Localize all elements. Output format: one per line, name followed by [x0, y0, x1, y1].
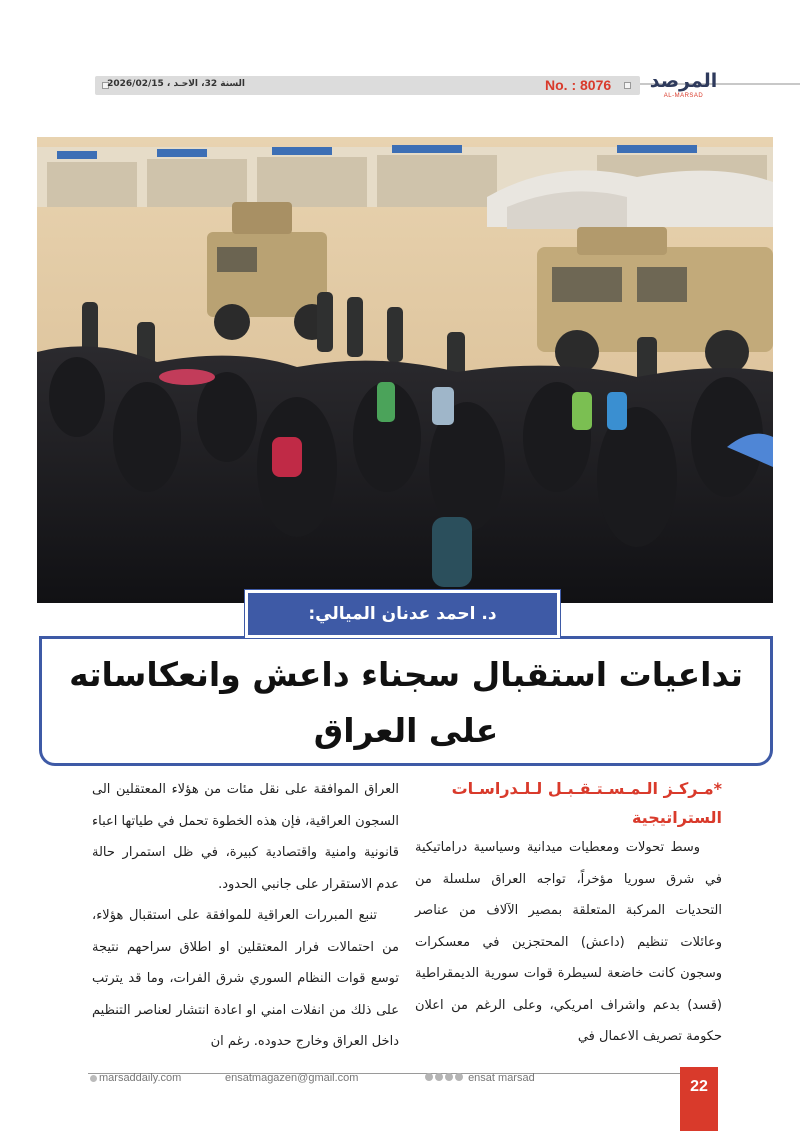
footer-email[interactable]: ensatmagazen@gmail.com: [225, 1072, 359, 1084]
article-photo: [37, 137, 773, 603]
body-paragraph: وسط تحولات ومعطيات ميدانية وسياسية دراماتيكية في شرق سوريا مؤخراً، تواجه العراق سلسلة من التحديات المركبة المتعلقة بمصير الآلاف من عناصر وعائلات تنظيم (داعش) المحتجزين في معسكرات وسجون كانت خاضعة لسيطرة قوات سورية الديمقراطية (قسد) بدعم واشراف امريكي، وعلى الرغم من اعلان حكومة تصريف الاعمال في: [415, 840, 722, 1044]
article-headline: تداعيات استقبال سجناء داعش وانعكاساته على العراق: [69, 655, 743, 750]
footer-social[interactable]: ensat marsad: [425, 1072, 535, 1086]
source-heading: *مـركـز الـمـسـتـقـبـل لـلـدراسـات الستراتيجية: [451, 779, 722, 827]
issue-date: السنة 32، الاحـد ، 2026/02/15: [107, 79, 245, 89]
logo-subtext: AL-MARSAD: [663, 93, 704, 99]
instagram-icon: [445, 1073, 453, 1081]
issue-number: No. : 8076: [545, 77, 612, 93]
facebook-icon: [425, 1073, 433, 1081]
author-byline: د. احمد عدنان الميالي:: [245, 590, 560, 638]
issue-marker-icon: [624, 82, 631, 89]
logo-text: المرصد: [649, 70, 718, 92]
body-paragraph: تنبع المبررات العراقية للموافقة على استقبال هؤلاء، من احتمالات فرار المعتقلين او اطلاق سراحهم نتيجة توسع قوات النظام السوري شرق الفرات، وما قد يترتب على ذلك من انفلات امني او اعادة انتشار لعناصر التنظيم داخل العراق وخارج حدوده. رغم ان: [92, 908, 399, 1049]
twitter-icon: [435, 1073, 443, 1081]
article-column-right: [415, 774, 722, 1053]
article-column-left: [92, 774, 399, 1058]
body-paragraph: العراق الموافقة على نقل مئات من هؤلاء المعتقلين الى السجون العراقية، فإن هذه الخطوة تحمل في طياتها اعباء قانونية وامنية واقتصادية كبيرة، في ظل استمرار حالة عدم الاستقرار على جانبي الحدود.: [92, 782, 399, 892]
social-icons: [425, 1072, 465, 1084]
page-number: 22: [680, 1067, 718, 1131]
footer-website[interactable]: marsaddaily.com: [90, 1072, 181, 1086]
youtube-icon: [455, 1073, 463, 1081]
publication-logo: [646, 70, 721, 104]
globe-icon: [90, 1075, 97, 1082]
